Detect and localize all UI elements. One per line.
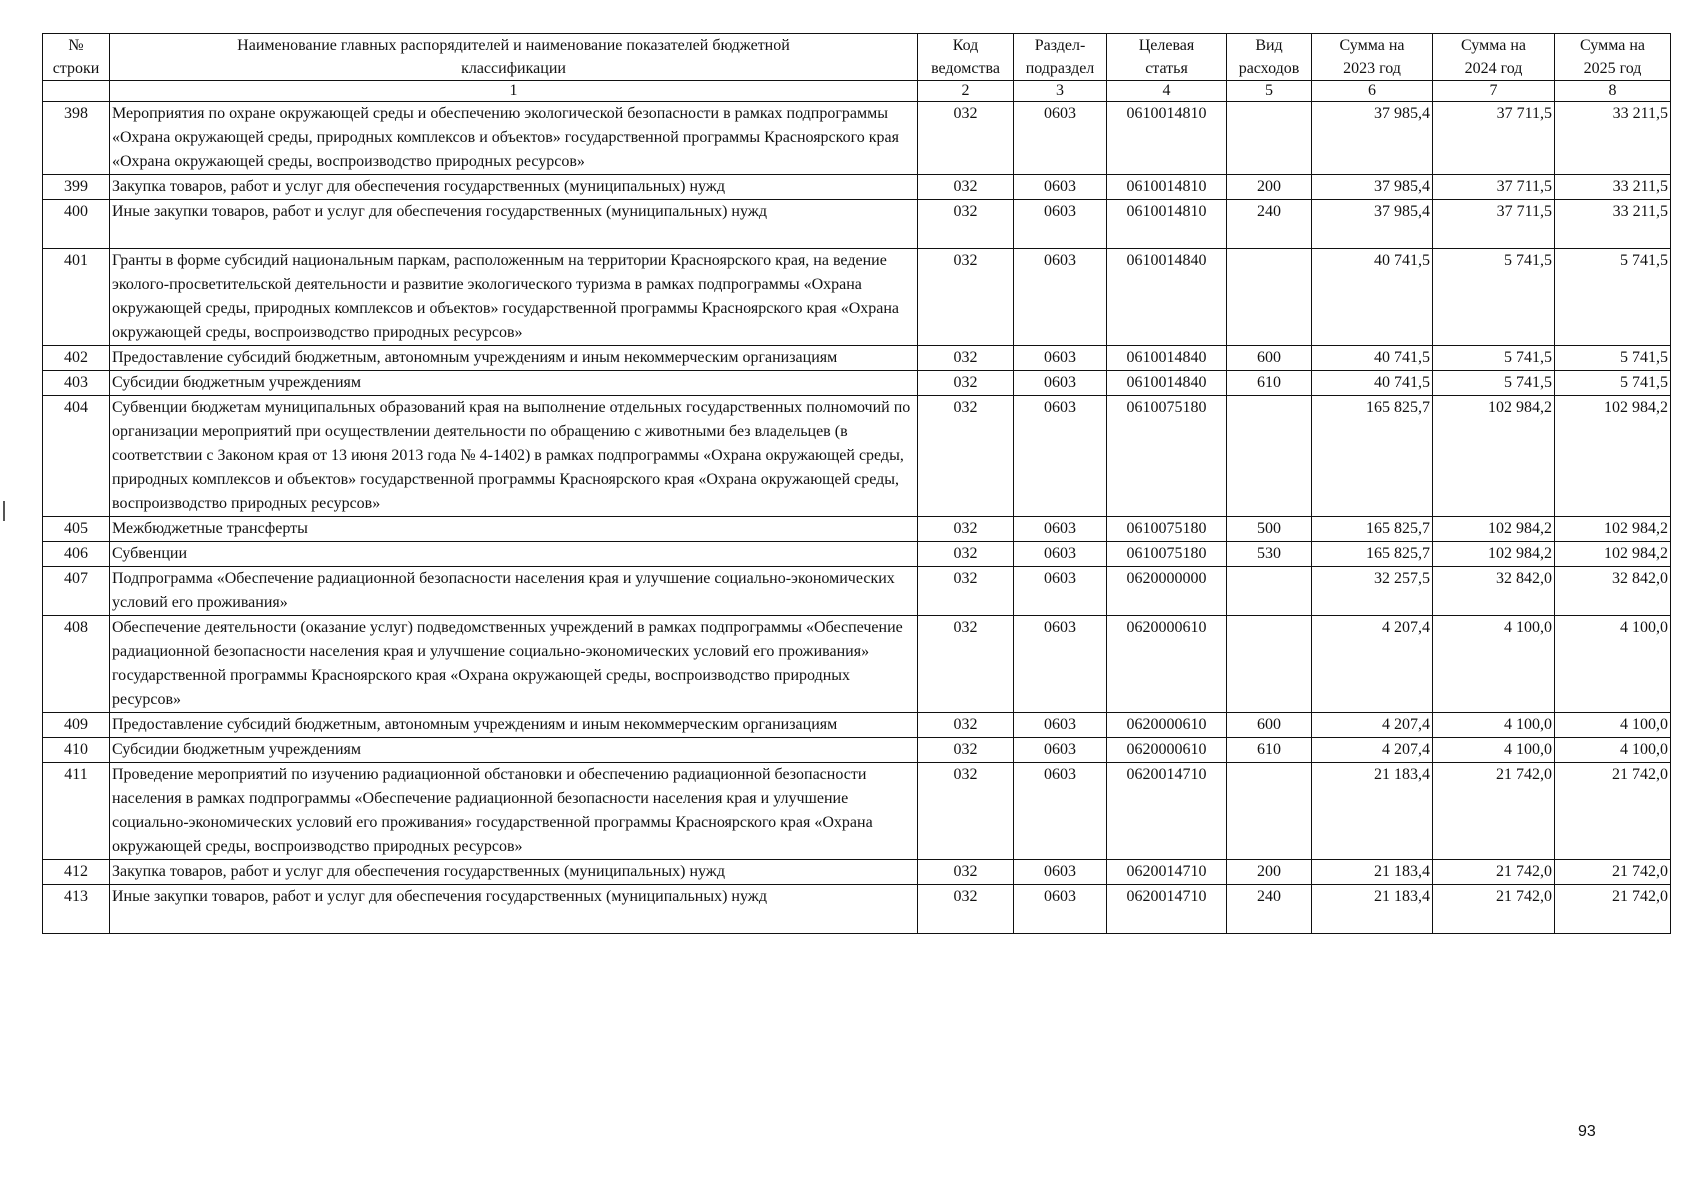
row-amount-2024: 21 742,0 xyxy=(1433,763,1555,860)
row-target-code: 0610014810 xyxy=(1107,102,1227,175)
row-expense-code: 610 xyxy=(1227,371,1312,396)
header-row-no-line2: строки xyxy=(52,60,100,77)
column-number: 3 xyxy=(1014,81,1107,102)
row-target-code: 0610014840 xyxy=(1107,249,1227,346)
row-number: 404 xyxy=(43,396,110,517)
row-dept-code: 032 xyxy=(918,885,1014,934)
row-number: 403 xyxy=(43,371,110,396)
row-amount-2025: 33 211,5 xyxy=(1555,102,1671,175)
row-name: Субсидии бюджетным учреждениям xyxy=(110,738,918,763)
row-number: 406 xyxy=(43,542,110,567)
page-number: 93 xyxy=(1578,1123,1596,1140)
row-section-code: 0603 xyxy=(1014,200,1107,249)
row-expense-code xyxy=(1227,396,1312,517)
row-amount-2025: 32 842,0 xyxy=(1555,567,1671,616)
row-dept-code: 032 xyxy=(918,616,1014,713)
row-number: 413 xyxy=(43,885,110,934)
row-dept-code: 032 xyxy=(918,567,1014,616)
row-expense-code: 240 xyxy=(1227,200,1312,249)
table-row xyxy=(43,249,1671,346)
row-name: Субвенции xyxy=(110,542,918,567)
row-section-code: 0603 xyxy=(1014,517,1107,542)
row-expense-code: 610 xyxy=(1227,738,1312,763)
table-header-row xyxy=(43,34,1671,81)
row-expense-code xyxy=(1227,102,1312,175)
row-amount-2025: 102 984,2 xyxy=(1555,517,1671,542)
row-number: 405 xyxy=(43,517,110,542)
header-target-line1: Целевая xyxy=(1138,37,1195,54)
row-section-code: 0603 xyxy=(1014,175,1107,200)
row-name: Обеспечение деятельности (оказание услуг) подведомственных учреждений в рамках подпрограммы «Обеспечение радиационной безопасности населения края и улучшение социально-экономических условий его проживания» государственной программы Красноярского края «Охрана окружающей среды, воспроизводство природных ресурсов» xyxy=(110,616,918,713)
header-dept-line2: ведомства xyxy=(931,60,1000,77)
row-amount-2023: 165 825,7 xyxy=(1312,517,1433,542)
header-2025 xyxy=(1555,34,1671,81)
row-amount-2024: 102 984,2 xyxy=(1433,396,1555,517)
row-section-code: 0603 xyxy=(1014,249,1107,346)
row-expense-code: 500 xyxy=(1227,517,1312,542)
row-amount-2025: 5 741,5 xyxy=(1555,346,1671,371)
row-number: 407 xyxy=(43,567,110,616)
table-body xyxy=(43,102,1671,934)
column-number: 6 xyxy=(1312,81,1433,102)
header-name-line1: Наименование главных распорядителей и наименование показателей бюджетной xyxy=(237,37,790,54)
row-amount-2023: 37 985,4 xyxy=(1312,175,1433,200)
column-number: 7 xyxy=(1433,81,1555,102)
row-target-code: 0620014710 xyxy=(1107,860,1227,885)
row-name: Проведение мероприятий по изучению радиационной обстановки и обеспечению радиационной безопасности населения в рамках подпрограммы «Обеспечение радиационной безопасности населения края и улучшение социально-экономических условий его проживания» государственной программы Красноярского края «Охрана окружающей среды, воспроизводство природных ресурсов» xyxy=(110,763,918,860)
header-expense-line2: расходов xyxy=(1238,60,1300,77)
column-number: 5 xyxy=(1227,81,1312,102)
row-section-code: 0603 xyxy=(1014,885,1107,934)
header-2023 xyxy=(1312,34,1433,81)
row-amount-2024: 5 741,5 xyxy=(1433,249,1555,346)
row-target-code: 0610014840 xyxy=(1107,371,1227,396)
row-amount-2023: 40 741,5 xyxy=(1312,346,1433,371)
row-target-code: 0610075180 xyxy=(1107,542,1227,567)
table-row xyxy=(43,175,1671,200)
row-dept-code: 032 xyxy=(918,346,1014,371)
row-name: Закупка товаров, работ и услуг для обеспечения государственных (муниципальных) нужд xyxy=(110,175,918,200)
header-section-line2: подраздел xyxy=(1025,60,1095,77)
row-amount-2025: 21 742,0 xyxy=(1555,860,1671,885)
row-number: 402 xyxy=(43,346,110,371)
row-section-code: 0603 xyxy=(1014,371,1107,396)
row-name: Межбюджетные трансферты xyxy=(110,517,918,542)
header-dept xyxy=(918,34,1014,81)
table-row xyxy=(43,860,1671,885)
row-target-code: 0610075180 xyxy=(1107,517,1227,542)
table-row xyxy=(43,396,1671,517)
row-amount-2023: 21 183,4 xyxy=(1312,885,1433,934)
row-amount-2025: 102 984,2 xyxy=(1555,396,1671,517)
row-number: 408 xyxy=(43,616,110,713)
row-target-code: 0620000610 xyxy=(1107,713,1227,738)
row-number: 412 xyxy=(43,860,110,885)
row-expense-code: 200 xyxy=(1227,860,1312,885)
row-amount-2025: 21 742,0 xyxy=(1555,763,1671,860)
row-amount-2024: 37 711,5 xyxy=(1433,175,1555,200)
column-numbers-row xyxy=(43,81,1671,102)
row-name: Предоставление субсидий бюджетным, автономным учреждениям и иным некоммерческим организациям xyxy=(110,346,918,371)
table-row xyxy=(43,885,1671,934)
row-amount-2025: 4 100,0 xyxy=(1555,713,1671,738)
column-number: 4 xyxy=(1107,81,1227,102)
row-amount-2025: 5 741,5 xyxy=(1555,249,1671,346)
row-section-code: 0603 xyxy=(1014,102,1107,175)
row-number: 400 xyxy=(43,200,110,249)
row-expense-code xyxy=(1227,567,1312,616)
row-name: Гранты в форме субсидий национальным паркам, расположенным на территории Красноярского края, на ведение эколого-просветительской деятельности и развитие экологического туризма в рамках подпрограммы «Охрана окружающей среды, природных комплексов и объектов» государственной программы Красноярского края «Охрана окружающей среды, воспроизводство природных ресурсов» xyxy=(110,249,918,346)
header-2023-line2: 2023 год xyxy=(1343,60,1401,77)
header-row-no xyxy=(43,34,110,81)
row-number: 399 xyxy=(43,175,110,200)
row-amount-2024: 5 741,5 xyxy=(1433,346,1555,371)
row-amount-2023: 21 183,4 xyxy=(1312,763,1433,860)
row-expense-code xyxy=(1227,249,1312,346)
header-expense xyxy=(1227,34,1312,81)
row-expense-code: 600 xyxy=(1227,346,1312,371)
row-amount-2025: 5 741,5 xyxy=(1555,371,1671,396)
header-target xyxy=(1107,34,1227,81)
row-amount-2024: 4 100,0 xyxy=(1433,738,1555,763)
row-name: Субсидии бюджетным учреждениям xyxy=(110,371,918,396)
table-row xyxy=(43,200,1671,249)
header-target-line2: статья xyxy=(1145,60,1188,77)
row-dept-code: 032 xyxy=(918,542,1014,567)
row-dept-code: 032 xyxy=(918,371,1014,396)
header-2024 xyxy=(1433,34,1555,81)
row-section-code: 0603 xyxy=(1014,542,1107,567)
column-number: 8 xyxy=(1555,81,1671,102)
row-expense-code: 240 xyxy=(1227,885,1312,934)
row-number: 410 xyxy=(43,738,110,763)
row-dept-code: 032 xyxy=(918,763,1014,860)
row-amount-2023: 165 825,7 xyxy=(1312,396,1433,517)
row-target-code: 0620000610 xyxy=(1107,616,1227,713)
row-section-code: 0603 xyxy=(1014,616,1107,713)
row-amount-2023: 21 183,4 xyxy=(1312,860,1433,885)
row-section-code: 0603 xyxy=(1014,713,1107,738)
row-target-code: 0610014810 xyxy=(1107,200,1227,249)
row-name: Мероприятия по охране окружающей среды и обеспечению экологической безопасности в рамках подпрограммы «Охрана окружающей среды, природных комплексов и объектов» государственной программы Красноярского края «Охрана окружающей среды, воспроизводство природных ресурсов» xyxy=(110,102,918,175)
table-row xyxy=(43,738,1671,763)
header-2023-line1: Сумма на xyxy=(1339,37,1405,54)
row-amount-2024: 4 100,0 xyxy=(1433,713,1555,738)
row-section-code: 0603 xyxy=(1014,346,1107,371)
row-number: 409 xyxy=(43,713,110,738)
row-name: Подпрограмма «Обеспечение радиационной безопасности населения края и улучшение социально-экономических условий его проживания» xyxy=(110,567,918,616)
column-number: 1 xyxy=(110,81,918,102)
row-amount-2024: 102 984,2 xyxy=(1433,517,1555,542)
row-amount-2023: 40 741,5 xyxy=(1312,249,1433,346)
column-number: 2 xyxy=(918,81,1014,102)
table-row xyxy=(43,346,1671,371)
row-section-code: 0603 xyxy=(1014,763,1107,860)
row-amount-2023: 32 257,5 xyxy=(1312,567,1433,616)
header-2025-line1: Сумма на xyxy=(1580,37,1645,54)
table-row xyxy=(43,542,1671,567)
header-name xyxy=(110,34,918,81)
row-number: 401 xyxy=(43,249,110,346)
column-number xyxy=(43,81,110,102)
row-section-code: 0603 xyxy=(1014,860,1107,885)
row-section-code: 0603 xyxy=(1014,567,1107,616)
header-section-line1: Раздел- xyxy=(1034,37,1086,54)
table-row xyxy=(43,567,1671,616)
row-amount-2025: 4 100,0 xyxy=(1555,616,1671,713)
header-dept-line1: Код xyxy=(952,37,979,54)
row-amount-2024: 5 741,5 xyxy=(1433,371,1555,396)
row-section-code: 0603 xyxy=(1014,738,1107,763)
row-target-code: 0620000000 xyxy=(1107,567,1227,616)
margin-mark xyxy=(3,501,5,521)
row-target-code: 0610014840 xyxy=(1107,346,1227,371)
row-expense-code xyxy=(1227,763,1312,860)
row-amount-2023: 165 825,7 xyxy=(1312,542,1433,567)
row-name: Иные закупки товаров, работ и услуг для обеспечения государственных (муниципальных) нужд xyxy=(110,885,918,934)
row-amount-2023: 37 985,4 xyxy=(1312,102,1433,175)
header-section xyxy=(1014,34,1107,81)
row-target-code: 0620014710 xyxy=(1107,885,1227,934)
row-amount-2025: 21 742,0 xyxy=(1555,885,1671,934)
header-2024-line2: 2024 год xyxy=(1464,60,1523,77)
row-target-code: 0620000610 xyxy=(1107,738,1227,763)
row-amount-2024: 32 842,0 xyxy=(1433,567,1555,616)
row-expense-code: 600 xyxy=(1227,713,1312,738)
row-expense-code: 200 xyxy=(1227,175,1312,200)
row-amount-2023: 4 207,4 xyxy=(1312,713,1433,738)
row-section-code: 0603 xyxy=(1014,396,1107,517)
row-amount-2024: 102 984,2 xyxy=(1433,542,1555,567)
row-dept-code: 032 xyxy=(918,175,1014,200)
header-2025-line2: 2025 год xyxy=(1583,60,1642,77)
row-dept-code: 032 xyxy=(918,517,1014,542)
row-dept-code: 032 xyxy=(918,200,1014,249)
header-2024-line1: Сумма на xyxy=(1461,37,1526,54)
row-name: Иные закупки товаров, работ и услуг для обеспечения государственных (муниципальных) нужд xyxy=(110,200,918,249)
row-amount-2024: 21 742,0 xyxy=(1433,885,1555,934)
row-dept-code: 032 xyxy=(918,249,1014,346)
table-row xyxy=(43,517,1671,542)
row-dept-code: 032 xyxy=(918,396,1014,517)
row-amount-2025: 33 211,5 xyxy=(1555,200,1671,249)
row-amount-2023: 40 741,5 xyxy=(1312,371,1433,396)
header-name-line2: классификации xyxy=(461,60,566,77)
row-dept-code: 032 xyxy=(918,102,1014,175)
header-row-no-line1: № xyxy=(68,37,84,54)
row-target-code: 0610014810 xyxy=(1107,175,1227,200)
row-amount-2025: 4 100,0 xyxy=(1555,738,1671,763)
row-expense-code: 530 xyxy=(1227,542,1312,567)
table-row xyxy=(43,713,1671,738)
row-dept-code: 032 xyxy=(918,713,1014,738)
row-target-code: 0620014710 xyxy=(1107,763,1227,860)
row-name: Предоставление субсидий бюджетным, автономным учреждениям и иным некоммерческим организациям xyxy=(110,713,918,738)
row-number: 411 xyxy=(43,763,110,860)
table-row xyxy=(43,616,1671,713)
row-expense-code xyxy=(1227,616,1312,713)
row-name: Закупка товаров, работ и услуг для обеспечения государственных (муниципальных) нужд xyxy=(110,860,918,885)
row-amount-2023: 4 207,4 xyxy=(1312,738,1433,763)
row-name: Субвенции бюджетам муниципальных образований края на выполнение отдельных государственных полномочий по организации мероприятий при осуществлении деятельности по обращению с животными без владельцев (в соответствии с Законом края от 13 июня 2013 года № 4-1402) в рамках подпрограммы «Охрана окружающей среды, природных комплексов и объектов» государственной программы Красноярского края «Охрана окружающей среды, воспроизводство природных ресурсов» xyxy=(110,396,918,517)
table-row xyxy=(43,371,1671,396)
row-dept-code: 032 xyxy=(918,860,1014,885)
table-row xyxy=(43,102,1671,175)
row-number: 398 xyxy=(43,102,110,175)
budget-table xyxy=(42,33,1671,934)
row-amount-2024: 4 100,0 xyxy=(1433,616,1555,713)
row-amount-2023: 4 207,4 xyxy=(1312,616,1433,713)
row-amount-2024: 37 711,5 xyxy=(1433,200,1555,249)
row-amount-2023: 37 985,4 xyxy=(1312,200,1433,249)
row-amount-2024: 21 742,0 xyxy=(1433,860,1555,885)
row-amount-2024: 37 711,5 xyxy=(1433,102,1555,175)
row-target-code: 0610075180 xyxy=(1107,396,1227,517)
row-dept-code: 032 xyxy=(918,738,1014,763)
row-amount-2025: 33 211,5 xyxy=(1555,175,1671,200)
row-amount-2025: 102 984,2 xyxy=(1555,542,1671,567)
header-expense-line1: Вид xyxy=(1255,37,1283,54)
table-row xyxy=(43,763,1671,860)
